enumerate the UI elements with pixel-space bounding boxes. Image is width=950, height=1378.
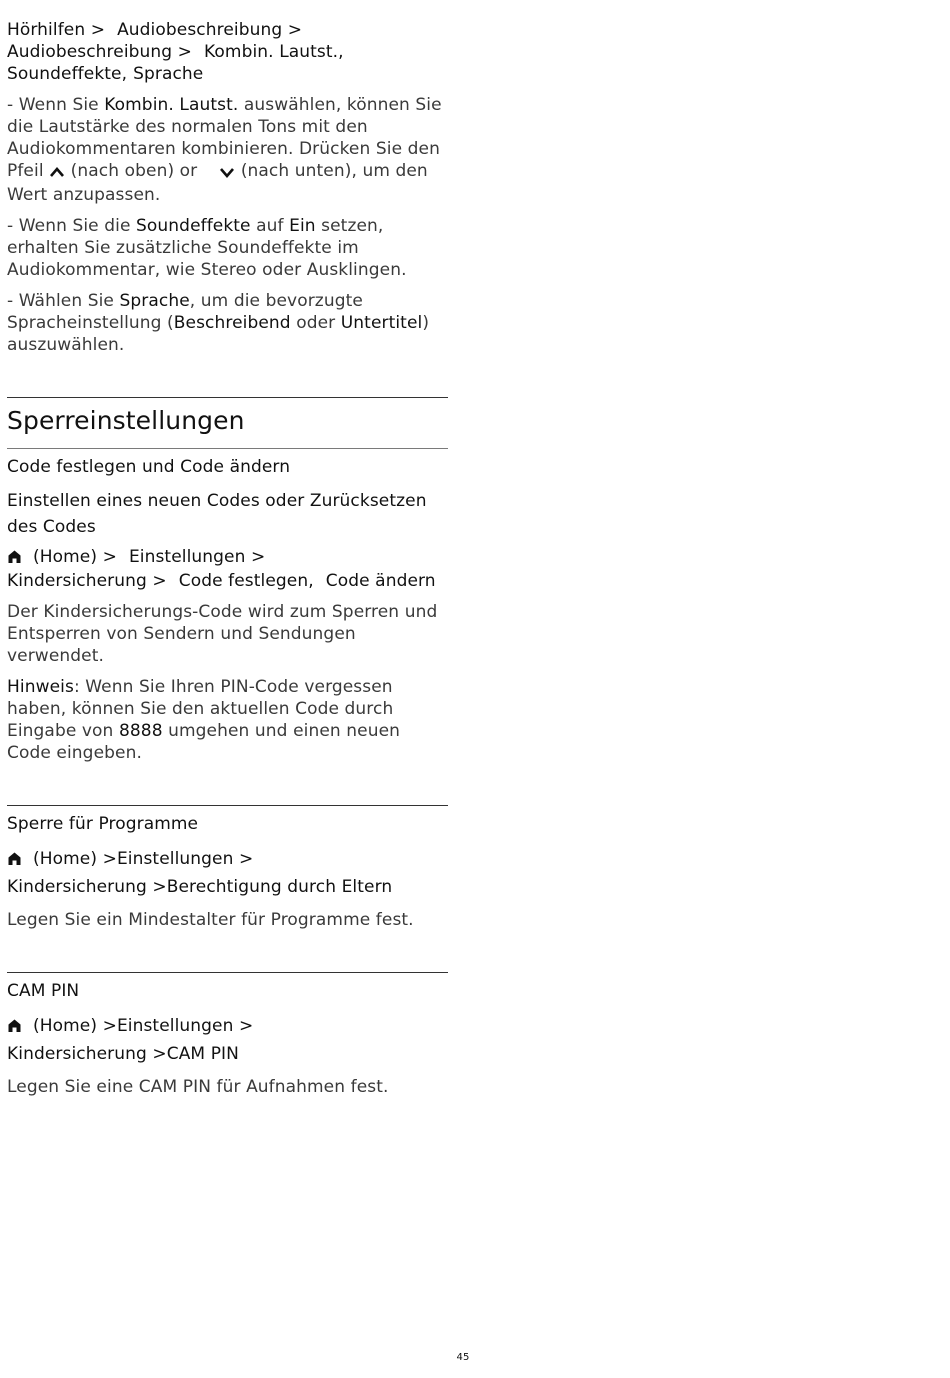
subsection-heading-cam: CAM PIN	[7, 981, 80, 1001]
section-title: Sperreinstellungen	[7, 406, 245, 435]
text: umgehen und einen neuen Code eingeben.	[7, 721, 401, 763]
crumb-item: (Home) >	[33, 547, 117, 567]
content-column	[7, 19, 449, 1098]
text-bold: 8888	[118, 721, 163, 741]
text: : Wenn Sie Ihren PIN-Code vergessen haben, können Sie den aktuellen Code durch Eingabe von	[7, 677, 394, 741]
text-bold: Kombin. Lautst.	[104, 95, 239, 115]
subsection-heading-programs: Sperre für Programme	[7, 814, 199, 834]
crumb-item: Kindersicherung >	[7, 1044, 167, 1064]
home-icon	[7, 848, 22, 874]
breadcrumb-code	[7, 546, 449, 592]
crumb-item: Einstellungen >	[116, 849, 254, 869]
crumb-item: Einstellungen >	[128, 547, 266, 567]
subsection-divider	[7, 805, 448, 806]
page-number: 45	[456, 1352, 470, 1363]
breadcrumb-cam	[7, 1013, 449, 1067]
subsection-heading-code: Code festlegen und Code ändern	[7, 457, 291, 477]
crumb-item: Audiobeschreibung >	[7, 42, 193, 62]
crumb-item: Code festlegen,	[178, 571, 314, 591]
breadcrumb-audio	[7, 19, 449, 85]
text: oder	[290, 313, 341, 333]
text: auswählen, können Sie die Lautstärke des normalen Tons mit den Audiokommentaren kombinieren. Drücken Sie den Pfeil	[7, 95, 442, 181]
crumb-item: (Home) >	[33, 1016, 117, 1036]
text-bold: Hinweis	[7, 677, 74, 697]
crumb-item: (Home) >	[33, 849, 117, 869]
text: - Wenn Sie	[7, 95, 105, 115]
text-bold: Ein	[289, 216, 316, 236]
crumb-item: Kindersicherung >	[7, 571, 167, 591]
section-divider	[7, 397, 448, 398]
crumb-item: Sprache	[133, 64, 204, 84]
crumb-item: CAM PIN	[166, 1044, 239, 1064]
crumb-item: Berechtigung durch Eltern	[166, 877, 393, 897]
paragraph-code-desc: Der Kindersicherungs-Code wird zum Sperren und Entsperren von Sendern und Sendungen verwendet.	[7, 602, 438, 666]
crumb-item: Soundeffekte,	[7, 64, 128, 84]
text: (nach oben) or	[70, 161, 198, 181]
paragraph-cam-desc: Legen Sie eine CAM PIN für Aufnahmen fest.	[7, 1077, 389, 1097]
home-icon	[7, 1015, 22, 1041]
text: , um die bevorzugte Spracheinstellung (	[7, 291, 363, 333]
subsection-subheading-code: Einstellen eines neuen Codes oder Zurücksetzen des Codes	[7, 491, 427, 537]
paragraph-sprache	[7, 290, 449, 356]
text: auf	[250, 216, 290, 236]
text-bold: Beschreibend	[173, 313, 291, 333]
text: setzen, erhalten Sie zusätzliche Soundeffekte im Audiokommentar, wie Stereo oder Ausklingen.	[7, 216, 407, 280]
chevron-up-icon	[49, 162, 65, 184]
text-bold: Soundeffekte	[136, 216, 251, 236]
paragraph-kombin	[7, 94, 449, 206]
text: - Wenn Sie die	[7, 216, 137, 236]
text: ) auszuwählen.	[7, 313, 430, 355]
crumb-item: Kombin. Lautst.,	[204, 42, 344, 62]
crumb-item: Kindersicherung >	[7, 877, 167, 897]
crumb-item: Einstellungen >	[116, 1016, 254, 1036]
text: (nach unten), um den Wert anzupassen.	[7, 161, 428, 205]
paragraph-programs-desc: Legen Sie ein Mindestalter für Programme fest.	[7, 910, 414, 930]
paragraph-hint	[7, 676, 449, 764]
text-bold: Untertitel	[340, 313, 423, 333]
text: - Wählen Sie	[7, 291, 120, 311]
crumb-item: Hörhilfen >	[7, 20, 106, 40]
text-bold: Sprache	[119, 291, 190, 311]
subsection-divider	[7, 972, 448, 973]
paragraph-soundeffekte	[7, 215, 449, 281]
home-icon	[7, 548, 22, 570]
crumb-item: Code ändern	[325, 571, 436, 591]
breadcrumb-programs	[7, 846, 449, 900]
crumb-item: Audiobeschreibung >	[117, 20, 303, 40]
section-divider-thin	[7, 448, 448, 449]
chevron-down-icon	[219, 162, 235, 184]
